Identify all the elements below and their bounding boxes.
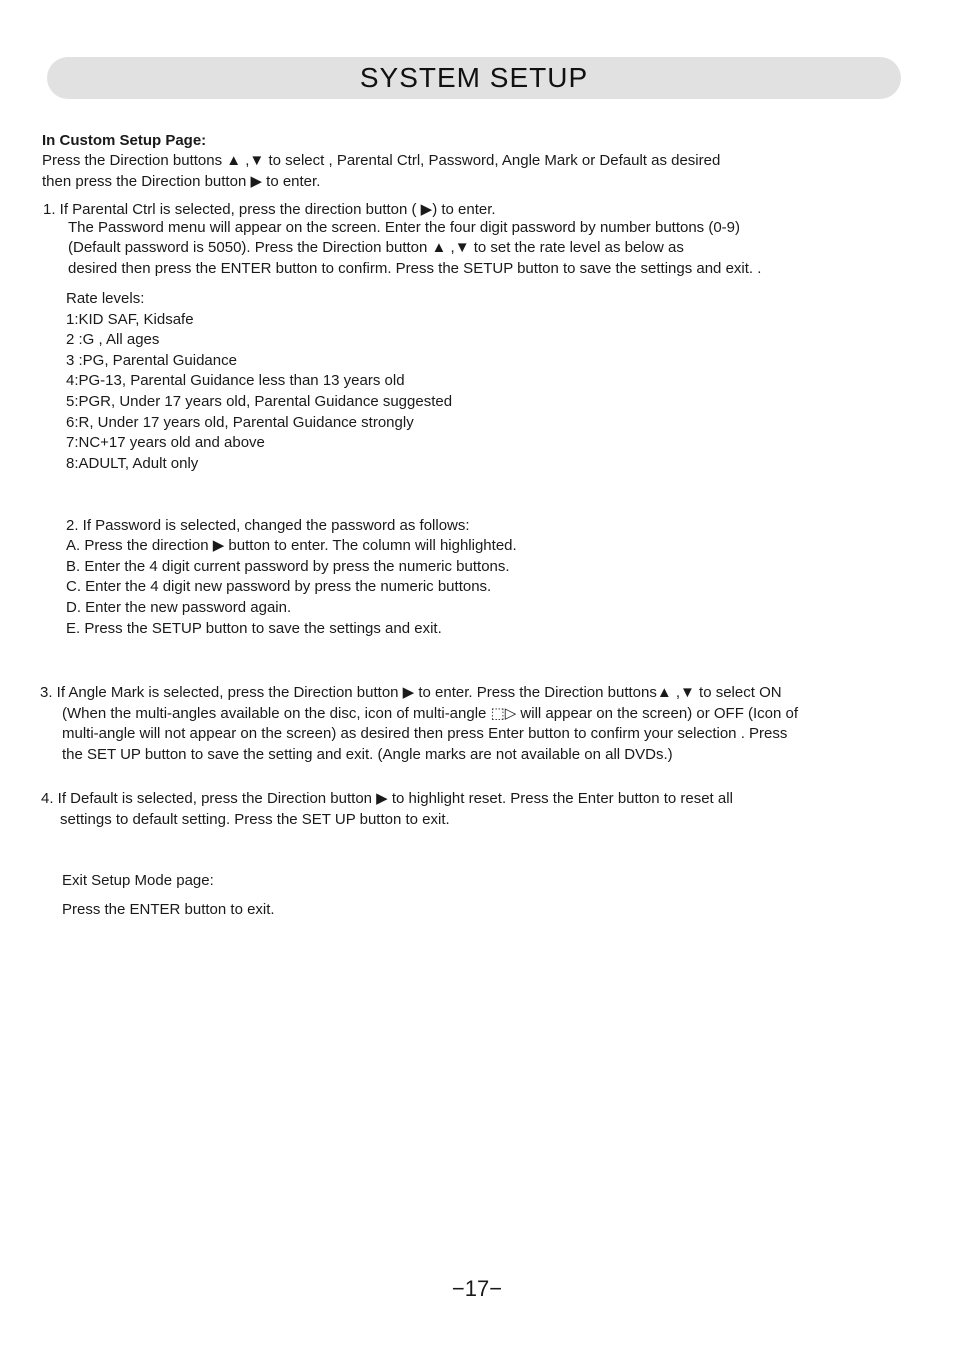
rate-level-item: 1:KID SAF, Kidsafe	[66, 311, 194, 328]
rate-level-item: 6:R, Under 17 years old, Parental Guidance strongly	[66, 414, 414, 431]
exit-title: Exit Setup Mode page:	[62, 872, 214, 889]
rate-level-item: 2 :G , All ages	[66, 331, 160, 348]
page-number: −17−	[451, 1276, 503, 1301]
intro-heading: In Custom Setup Page:	[42, 132, 207, 149]
section4-line: 4. If Default is selected, press the Direction button ▶ to highlight reset. Press the Enter button to reset all	[41, 790, 733, 807]
section2-line: C. Enter the 4 digit new password by press the numeric buttons.	[66, 578, 492, 595]
section1-line: 1. If Parental Ctrl is selected, press the direction button ( ▶) to enter.	[43, 201, 496, 218]
section4-line: settings to default setting. Press the SET UP button to exit.	[60, 811, 450, 828]
title-bar	[47, 57, 901, 99]
section1-line: desired then press the ENTER button to confirm. Press the SETUP button to save the settings and exit. .	[68, 260, 762, 277]
section2-line: A. Press the direction ▶ button to enter. The column will highlighted.	[66, 537, 517, 554]
intro-line: Press the Direction buttons ▲ ,▼ to select , Parental Ctrl, Password, Angle Mark or Default as desired	[42, 152, 721, 169]
section3-line: the SET UP button to save the setting and exit. (Angle marks are not available on all DVDs.)	[62, 746, 673, 763]
section1-line: (Default password is 5050). Press the Direction button ▲ ,▼ to set the rate level as below as	[68, 239, 684, 256]
page-title: SYSTEM SETUP	[359, 62, 589, 93]
intro-line: then press the Direction button ▶ to enter.	[42, 173, 321, 190]
section2-line: E. Press the SETUP button to save the settings and exit.	[66, 620, 442, 637]
rate-level-item: 3 :PG, Parental Guidance	[66, 352, 237, 369]
section3-line: multi-angle will not appear on the screen) as desired then press Enter button to confirm your selection . Press	[62, 725, 788, 742]
section3-line: (When the multi-angles available on the disc, icon of multi-angle ⬚▷ will appear on the screen) or OFF (Icon of	[62, 705, 799, 722]
rate-level-item: 8:ADULT, Adult only	[66, 455, 199, 472]
rate-level-item: 4:PG-13, Parental Guidance less than 13 years old	[66, 372, 405, 389]
exit-text: Press the ENTER button to exit.	[62, 901, 275, 918]
rate-level-item: 7:NC+17 years old and above	[66, 434, 265, 451]
section1-line: The Password menu will appear on the screen. Enter the four digit password by number buttons (0-9)	[68, 219, 741, 236]
section2-line: 2. If Password is selected, changed the password as follows:	[66, 517, 470, 534]
rate-level-item: 5:PGR, Under 17 years old, Parental Guidance suggested	[66, 393, 453, 410]
section2-line: D. Enter the new password again.	[66, 599, 292, 616]
section3-line: 3. If Angle Mark is selected, press the Direction button ▶ to enter. Press the Direction buttons▲ ,▼ to select ON	[40, 684, 782, 701]
section2-line: B. Enter the 4 digit current password by press the numeric buttons.	[66, 558, 510, 575]
rate-levels-title: Rate levels:	[66, 290, 145, 307]
